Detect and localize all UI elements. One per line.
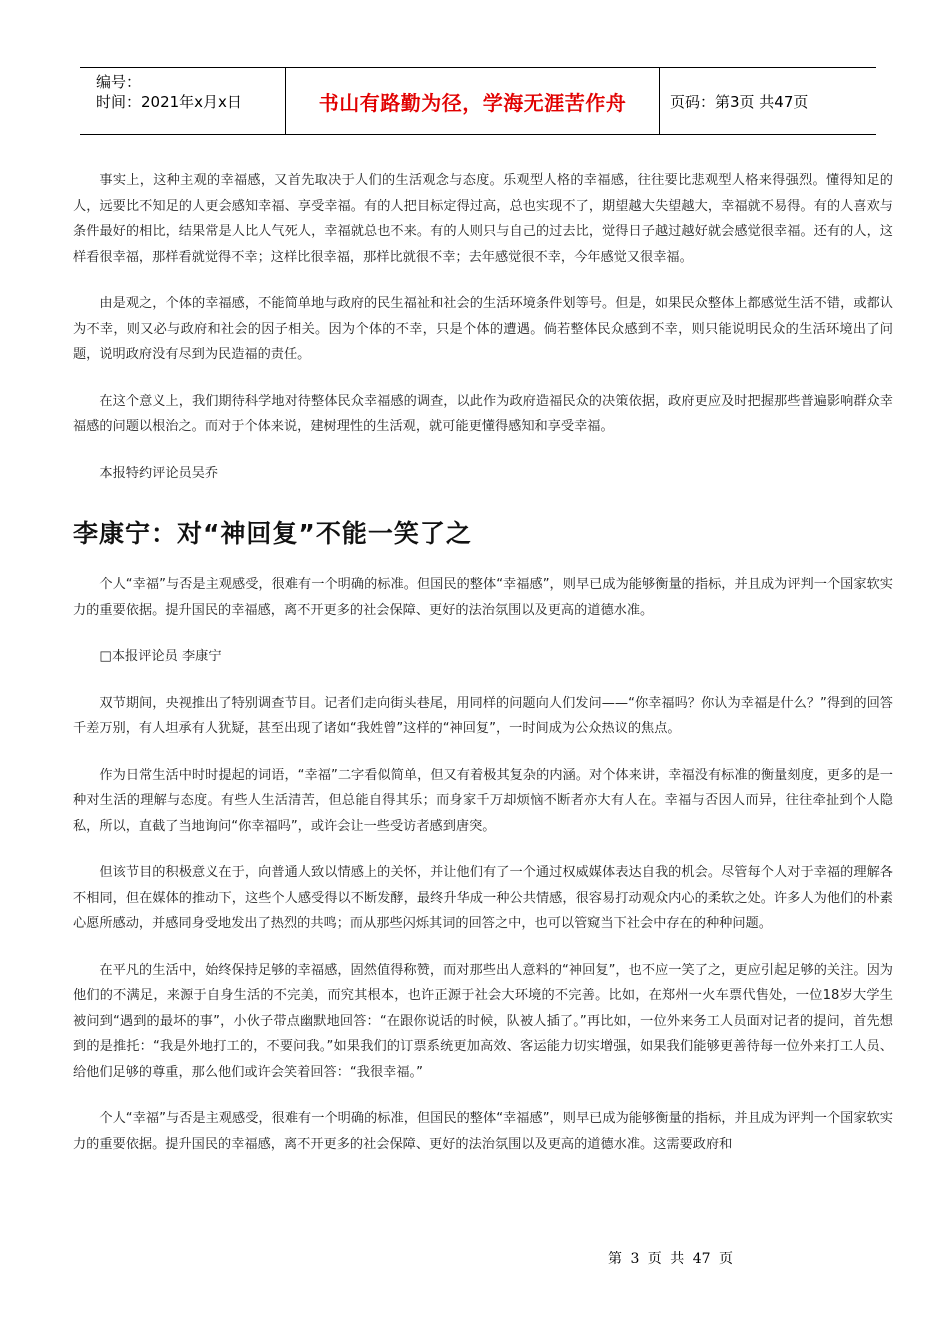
page-header	[80, 67, 876, 135]
paragraph: 但该节目的积极意义在于，向普通人致以情感上的关怀，并让他们有了一个通过权威媒体表达自我的机会。尽管每个人对于幸福的理解各不相同，但在媒体的推动下，这些个人感受得以不断发酵，最终升华成一种公共情感，很容易打动观众内心的柔软之处。许多人为他们的朴素心愿所感动，并感同身受地发出了热烈的共鸣；而从那些闪烁其词的回答之中，也可以管窥当下社会中存在的种种问题。	[73, 865, 893, 931]
paragraph: 事实上，这种主观的幸福感，又首先取决于人们的生活观念与态度。乐观型人格的幸福感，往往要比悲观型人格来得强烈。懂得知足的人，远要比不知足的人更会感知幸福、享受幸福。有的人把目标定得过高，总也实现不了，期望越大失望越大，幸福就不易得。有的人喜欢与条件最好的相比，结果常是人比人气死人，幸福就总也不来。有的人则只与自己的过去比，觉得日子越过越好就会感觉很幸福。还有的人，这样看很幸福，那样看就觉得不幸；这样比很幸福，那样比就很不幸；去年感觉很不幸，今年感觉又很幸福。	[73, 173, 893, 265]
paragraph: 个人“幸福”与否是主观感受，很难有一个明确的标准，但国民的整体“幸福感”，则早已成为能够衡量的指标，并且成为评判一个国家软实力的重要依据。提升国民的幸福感，离不开更多的社会保障、更好的法治氛围以及更高的道德水准。这需要政府和	[73, 1111, 893, 1152]
document-number-label: 编号：	[96, 73, 142, 91]
paragraph: 个人“幸福”与否是主观感受，很难有一个明确的标准。但国民的整体“幸福感”，则早已成为能够衡量的指标，并且成为评判一个国家软实力的重要依据。提升国民的幸福感，离不开更多的社会保障、更好的法治氛围以及更高的道德水准。	[73, 577, 893, 618]
header-motto: 书山有路勤为径，学海无涯苦作舟	[286, 68, 660, 134]
author-byline: 本报特约评论员吴乔	[99, 465, 219, 481]
header-meta	[80, 68, 286, 134]
paragraph: 由是观之，个体的幸福感，不能简单地与政府的民生福祉和社会的生活环境条件划等号。但是，如果民众整体上都感觉生活不错，或都认为不幸，则又必与政府和社会的因子相关。因为个体的不幸，只是个体的遭遇。倘若整体民众感到不幸，则只能说明民众的生活环境出了问题，说明政府没有尽到为民造福的责任。	[73, 296, 893, 362]
header-page-number: 页码：第3页 共47页	[670, 92, 809, 111]
author-byline: □本报评论员 李康宁	[99, 649, 222, 664]
paragraph: 在这个意义上，我们期待科学地对待整体民众幸福感的调查，以此作为政府造福民众的决策依据，政府更应及时把握那些普遍影响群众幸福感的问题以根治之。而对于个体来说，建树理性的生活观，就可能更懂得感知和享受幸福。	[73, 393, 893, 434]
page-footer: 第 3 页 共 47 页	[608, 1251, 733, 1267]
paragraph: 双节期间，央视推出了特别调查节目。记者们走向街头巷尾，用同样的问题向人们发问——“你幸福吗？你认为幸福是什么？”得到的回答千差万别，有人坦承有人犹疑，甚至出现了诸如“我姓曾”这样的“神回复”，一时间成为公众热议的焦点。	[73, 695, 893, 736]
document-time-label: 时间：2021年x月x日	[96, 93, 242, 111]
article-title: 李康宁：对“神回复”不能一笑了之	[73, 519, 472, 548]
paragraph: 在平凡的生活中，始终保持足够的幸福感，固然值得称赞，而对那些出人意料的“神回复”，也不应一笑了之，更应引起足够的关注。因为他们的不满足，来源于自身生活的不完美，而究其根本，也许正源于社会大环境的不完善。比如，在郑州一火车票代售处，一位18岁大学生被问到“遇到的最坏的事”，小伙子带点幽默地回答：“在跟你说话的时候，队被人插了。”再比如，一位外来务工人员面对记者的提问，首先想到的是推托：“我是外地打工的，不要问我。”如果我们的订票系统更加高效、客运能力切实增强，如果我们能够更善待每一位外来打工人员、给他们足够的尊重，那么他们或许会笑着回答：“我很幸福。”	[73, 962, 893, 1080]
paragraph: 作为日常生活中时时提起的词语，“幸福”二字看似简单，但又有着极其复杂的内涵。对个体来讲，幸福没有标准的衡量刻度，更多的是一种对生活的理解与态度。有些人生活清苦，但总能自得其乐；而身家千万却烦恼不断者亦大有人在。幸福与否因人而异，往往牵扯到个人隐私，所以，直截了当地询问“你幸福吗”，或许会让一些受访者感到唐突。	[73, 767, 893, 834]
document-body	[73, 168, 893, 1157]
